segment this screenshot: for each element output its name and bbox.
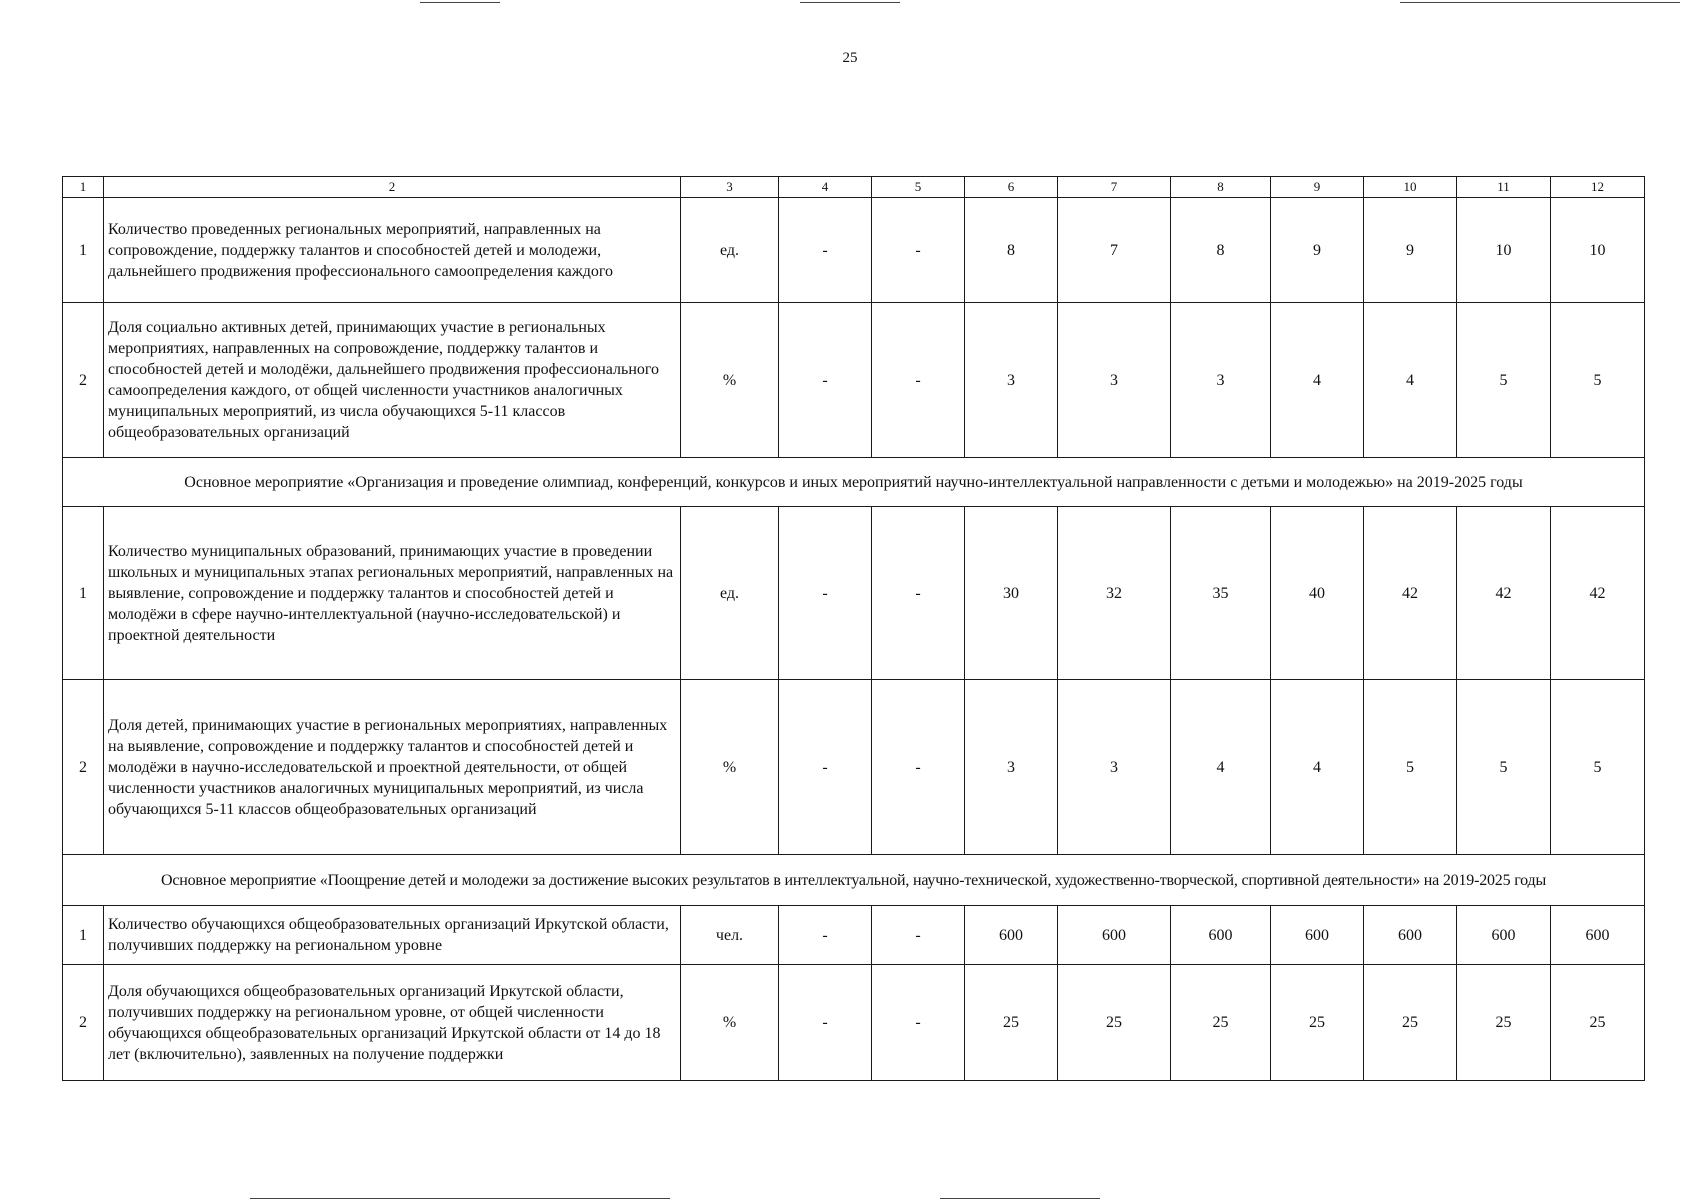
value-cell: 25 (1457, 965, 1551, 1081)
value-cell: 42 (1551, 507, 1645, 680)
unit-cell: % (681, 965, 779, 1081)
value-cell: 25 (1364, 965, 1457, 1081)
indicator-description: Доля социально активных детей, принимающих участие в региональных мероприятиях, направленных на сопровождение, поддержку талантов и способностей детей и молодёжи, дальнейшего продвижения профессионального самоопределения каждого, от общей численности участников аналогичных муниципальных мероприятий, из числа обучающихся 5-11 классов общеобразовательных организаций (104, 303, 681, 458)
value-cell: 5 (1364, 680, 1457, 855)
row-number: 2 (63, 303, 104, 458)
section-heading-row (63, 855, 1645, 906)
value-cell: 600 (1364, 906, 1457, 965)
value-cell: 25 (1058, 965, 1171, 1081)
value-cell: 3 (965, 303, 1058, 458)
unit-cell: чел. (681, 906, 779, 965)
row-number: 1 (63, 198, 104, 303)
row-number: 1 (63, 906, 104, 965)
indicator-description: Количество проведенных региональных мероприятий, направленных на сопровождение, поддержку талантов и способностей детей и молодежи, дальнейшего продвижения профессионального самоопределения каждого (104, 198, 681, 303)
value-cell: - (779, 906, 872, 965)
value-cell: - (779, 507, 872, 680)
table-row (63, 965, 1645, 1081)
value-cell: 4 (1364, 303, 1457, 458)
unit-cell: % (681, 303, 779, 458)
value-cell: - (779, 303, 872, 458)
value-cell: 5 (1457, 303, 1551, 458)
table-row (63, 680, 1645, 855)
value-cell: 600 (1171, 906, 1271, 965)
value-cell: 5 (1551, 303, 1645, 458)
value-cell: 600 (1457, 906, 1551, 965)
row-number: 1 (63, 507, 104, 680)
value-cell: 3 (1058, 303, 1171, 458)
column-number: 3 (681, 177, 779, 198)
unit-cell: % (681, 680, 779, 855)
value-cell: 25 (1271, 965, 1364, 1081)
value-cell: 4 (1271, 303, 1364, 458)
value-cell: - (872, 965, 965, 1081)
value-cell: - (872, 507, 965, 680)
value-cell: 42 (1364, 507, 1457, 680)
value-cell: 10 (1457, 198, 1551, 303)
section-heading: Основное мероприятие «Поощрение детей и молодежи за достижение высоких результатов в интеллектуальной, научно-технической, художественно-творческой, спортивной деятельности» на 2019-2025 годы (63, 855, 1645, 906)
value-cell: 10 (1551, 198, 1645, 303)
column-number: 6 (965, 177, 1058, 198)
value-cell: - (779, 198, 872, 303)
value-cell: 5 (1551, 680, 1645, 855)
column-number-row (63, 177, 1645, 198)
value-cell: - (779, 965, 872, 1081)
row-number: 2 (63, 680, 104, 855)
value-cell: 4 (1171, 680, 1271, 855)
indicator-description: Количество муниципальных образований, принимающих участие в проведении школьных и муниципальных этапах региональных мероприятий, направленных на выявление, сопровождение и поддержку талантов и способностей детей и молодёжи в сфере научно-интеллектуальной (научно-исследовательской) и проектной деятельности (104, 507, 681, 680)
value-cell: - (872, 198, 965, 303)
value-cell: 32 (1058, 507, 1171, 680)
value-cell: 25 (1171, 965, 1271, 1081)
value-cell: 3 (1058, 680, 1171, 855)
column-number: 8 (1171, 177, 1271, 198)
column-number: 5 (872, 177, 965, 198)
value-cell: 600 (1271, 906, 1364, 965)
table-row (63, 507, 1645, 680)
table-row (63, 198, 1645, 303)
page-number: 25 (842, 50, 858, 66)
section-heading: Основное мероприятие «Организация и проведение олимпиад, конференций, конкурсов и иных мероприятий научно-интеллектуальной направленности с детьми и молодежью» на 2019-2025 годы (63, 458, 1645, 507)
column-number: 1 (63, 177, 104, 198)
indicators-table (62, 176, 1645, 1081)
column-number: 2 (104, 177, 681, 198)
value-cell: 8 (965, 198, 1058, 303)
unit-cell: ед. (681, 198, 779, 303)
value-cell: 30 (965, 507, 1058, 680)
value-cell: 7 (1058, 198, 1171, 303)
row-number: 2 (63, 965, 104, 1081)
value-cell: 25 (965, 965, 1058, 1081)
value-cell: 25 (1551, 965, 1645, 1081)
column-number: 9 (1271, 177, 1364, 198)
column-number: 7 (1058, 177, 1171, 198)
column-number: 11 (1457, 177, 1551, 198)
value-cell: - (872, 906, 965, 965)
value-cell: 600 (965, 906, 1058, 965)
indicator-description: Доля обучающихся общеобразовательных организаций Иркутской области, получивших поддержку на региональном уровне, от общей численности обучающихся общеобразовательных организаций Иркутской области от 14 до 18 лет (включительно), заявленных на получение поддержки (104, 965, 681, 1081)
value-cell: 9 (1271, 198, 1364, 303)
value-cell: 40 (1271, 507, 1364, 680)
value-cell: 9 (1364, 198, 1457, 303)
value-cell: 42 (1457, 507, 1551, 680)
value-cell: 3 (965, 680, 1058, 855)
value-cell: 5 (1457, 680, 1551, 855)
indicator-description: Количество обучающихся общеобразовательных организаций Иркутской области, получивших поддержку на региональном уровне (104, 906, 681, 965)
value-cell: - (872, 303, 965, 458)
column-number: 10 (1364, 177, 1457, 198)
value-cell: 600 (1058, 906, 1171, 965)
value-cell: 4 (1271, 680, 1364, 855)
unit-cell: ед. (681, 507, 779, 680)
indicator-description: Доля детей, принимающих участие в региональных мероприятиях, направленных на выявление, сопровождение и поддержку талантов и способностей детей и молодёжи в научно-исследовательской и проектной деятельности, от общей численности участников аналогичных муниципальных мероприятий, из числа обучающихся 5-11 классов общеобразовательных организаций (104, 680, 681, 855)
value-cell: 8 (1171, 198, 1271, 303)
table-row (63, 303, 1645, 458)
value-cell: 35 (1171, 507, 1271, 680)
column-number: 12 (1551, 177, 1645, 198)
value-cell: 3 (1171, 303, 1271, 458)
value-cell: - (779, 680, 872, 855)
section-heading-row (63, 458, 1645, 507)
value-cell: - (872, 680, 965, 855)
value-cell: 600 (1551, 906, 1645, 965)
table-row (63, 906, 1645, 965)
column-number: 4 (779, 177, 872, 198)
